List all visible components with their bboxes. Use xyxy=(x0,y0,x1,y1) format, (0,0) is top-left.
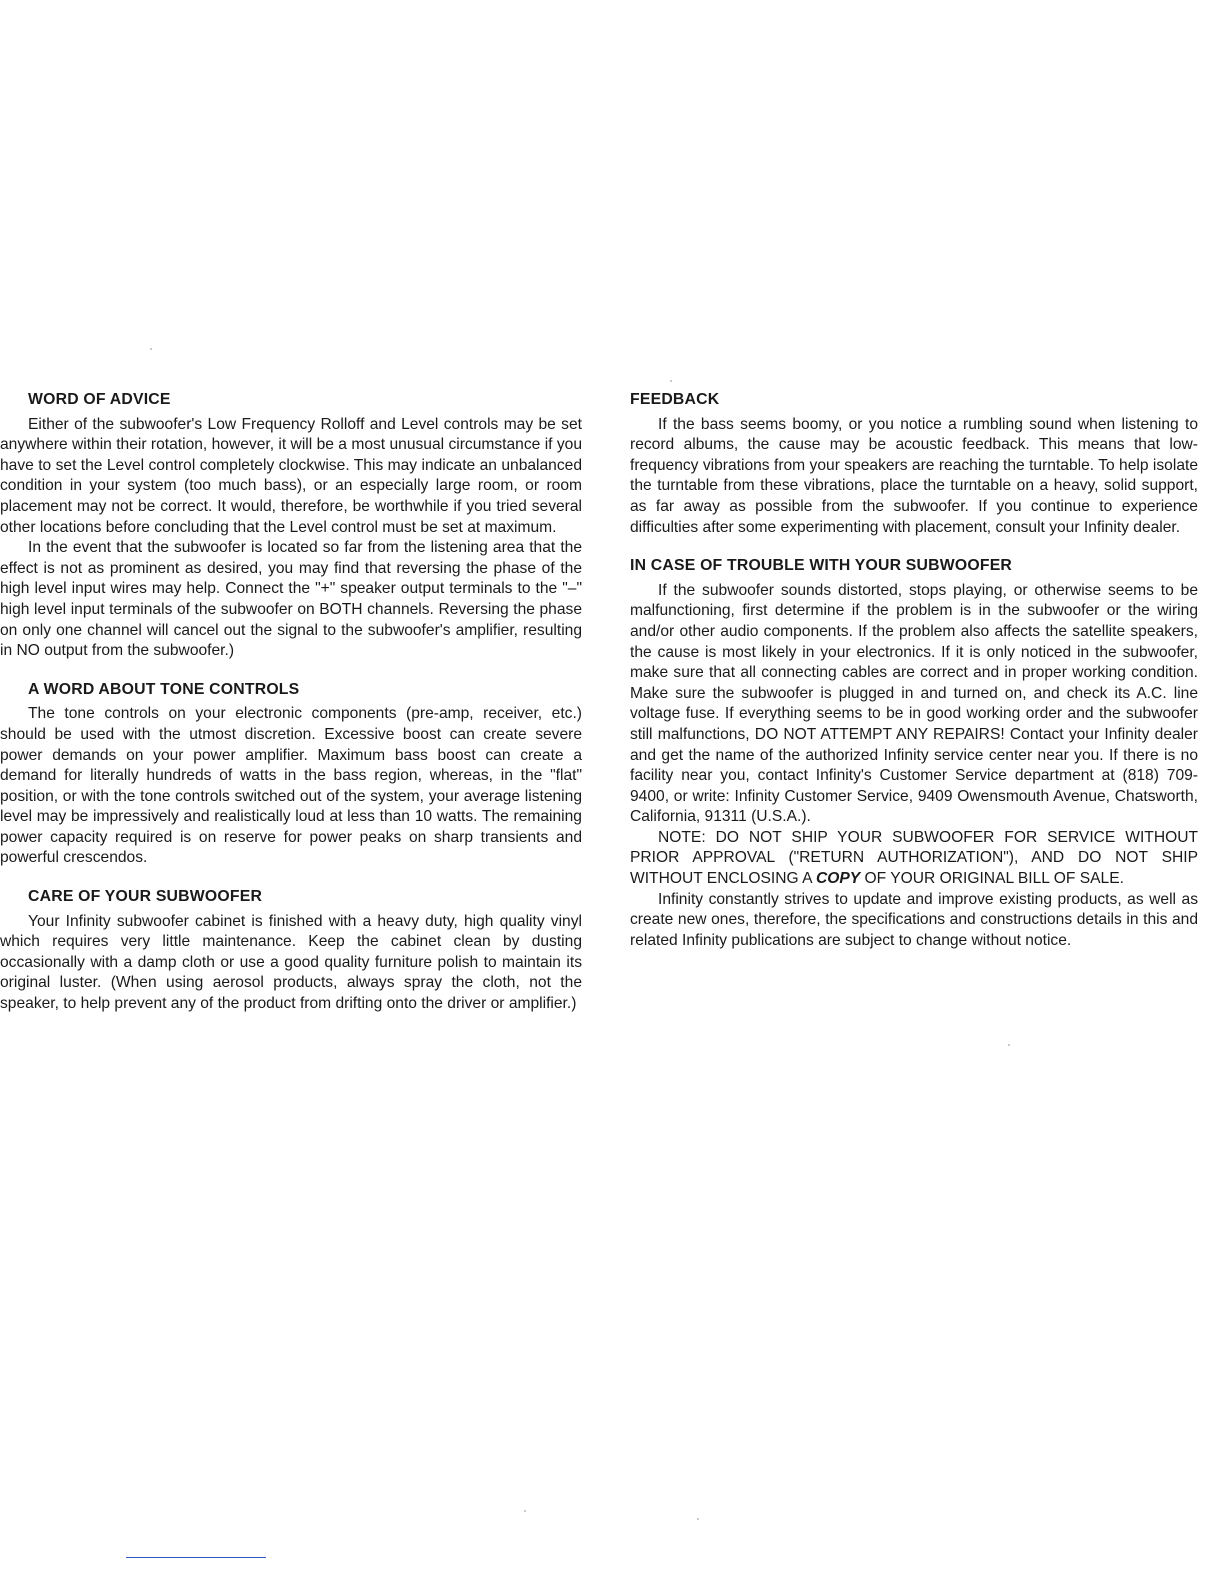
scan-speck xyxy=(1008,1044,1010,1046)
shipping-note xyxy=(630,828,1198,890)
section-feedback xyxy=(630,390,1198,538)
scan-speck xyxy=(697,1518,699,1520)
paragraph: In the event that the subwoofer is located so far from the listening area that the effect is not as prominent as desired, you may find that reversing the phase of the high level input wires may help. Connect the "+" speaker output terminals to the "–" high level input terminals of the subwoofer on BOTH channels. Reversing the phase on only one channel will cancel out the signal to the subwoofer's amplifier, resulting in NO output from the subwoofer.) xyxy=(0,539,582,660)
scan-speck xyxy=(150,348,152,350)
heading-trouble: IN CASE OF TROUBLE WITH YOUR SUBWOOFER xyxy=(630,557,1013,575)
paragraph: If the subwoofer sounds distorted, stops playing, or otherwise seems to be malfunctioning, first determine if the problem is in the subwoofer or the wiring and/or other audio components. If the problem also affects the satellite speakers, the cause is most likely in your electronics. If it is only noticed in the subwoofer, make sure that all connecting cables are correct and in proper working condition. Make sure the subwoofer is plugged in and turned on, and check its A.C. line voltage fuse. If everything seems to be in good working order and the subwoofer still malfunctions, DO NOT ATTEMPT ANY REPAIRS! Contact your Infinity dealer and get the name of the authorized Infinity service center near you. If there is no facility near you, contact Infinity's Customer Service department at (818) 709-9400, or write: Infinity Customer Service, 9409 Owensmouth Avenue, Chatsworth, California, 91311 (U.S.A.). xyxy=(630,581,1198,826)
section-word-of-advice xyxy=(0,390,582,662)
section-tone-controls xyxy=(0,680,582,869)
right-column xyxy=(630,390,1198,951)
heading-tone-controls: A WORD ABOUT TONE CONTROLS xyxy=(28,680,300,698)
paragraph: Your Infinity subwoofer cabinet is finished with a heavy duty, high quality vinyl which requires very little maintenance. Keep the cabinet clean by dusting occasionally with a damp cloth or use a good quality furniture polish to maintain its original luster. (When using aerosol products, always spray the cloth, not the speaker, to help prevent any of the product from drifting onto the driver or amplifier.) xyxy=(0,912,582,1013)
paragraph: Either of the subwoofer's Low Frequency Rolloff and Level controls may be set anywhere within their rotation, however, it will be a most unusual circumstance if you have to set the Level control completely clockwise. This may indicate an unbalanced condition in your system (too much bass), or an especially large room, or room placement may not be correct. It would, therefore, be worthwhile if you tried several other locations before concluding that the Level control must be set at maximum. xyxy=(0,415,582,536)
section-care-of-subwoofer xyxy=(0,887,582,1015)
heading-word-of-advice: WORD OF ADVICE xyxy=(28,391,171,408)
closing-paragraph: Infinity constantly strives to update and improve existing products, as well as create new ones, therefore, the specifications and constructions details in this and related Infinity publications are subject to change without notice. xyxy=(630,890,1198,949)
note-emphasis: COPY xyxy=(816,870,861,888)
paragraph: If the bass seems boomy, or you notice a rumbling sound when listening to record albums, the cause may be acoustic feedback. This means that low-frequency vibrations from your speakers are reaching the turntable. To help isolate the turntable from these vibrations, place the turntable on a heavy, solid support, as far away as possible from the subwoofer. If you continue to experience difficulties after some experimenting with placement, consult your Infinity dealer. xyxy=(630,415,1198,536)
heading-care-of-subwoofer: CARE OF YOUR SUBWOOFER xyxy=(28,888,263,906)
paragraph: The tone controls on your electronic components (pre-amp, receiver, etc.) should be used with the utmost discretion. Excessive boost can create severe power demands on your power amplifier. Maximum bass boost can create a demand for literally hundreds of watts in the bass region, whereas, in the "flat" position, or with the tone controls switched out of the system, your average listening level may be impressively and realistically loud at less than 10 watts. The remaining power capacity required is on reserve for power peaks on sharp transients and powerful crescendos. xyxy=(0,705,582,867)
left-column xyxy=(0,390,582,1015)
section-trouble xyxy=(630,556,1198,951)
note-text: OF YOUR ORIGINAL BILL OF SALE. xyxy=(860,870,1124,888)
scan-speck xyxy=(670,380,672,382)
scan-speck xyxy=(524,1510,526,1512)
footer-rule xyxy=(126,1557,266,1558)
note-text: NOTE: DO NOT SHIP YOUR SUBWOOFER FOR SERVICE WITHOUT PRIOR APPROVAL ("RETURN AUTHORIZATION"), AND DO NOT SHIP WITHOUT ENCLOSING A xyxy=(630,828,1198,888)
heading-feedback: FEEDBACK xyxy=(630,391,720,408)
